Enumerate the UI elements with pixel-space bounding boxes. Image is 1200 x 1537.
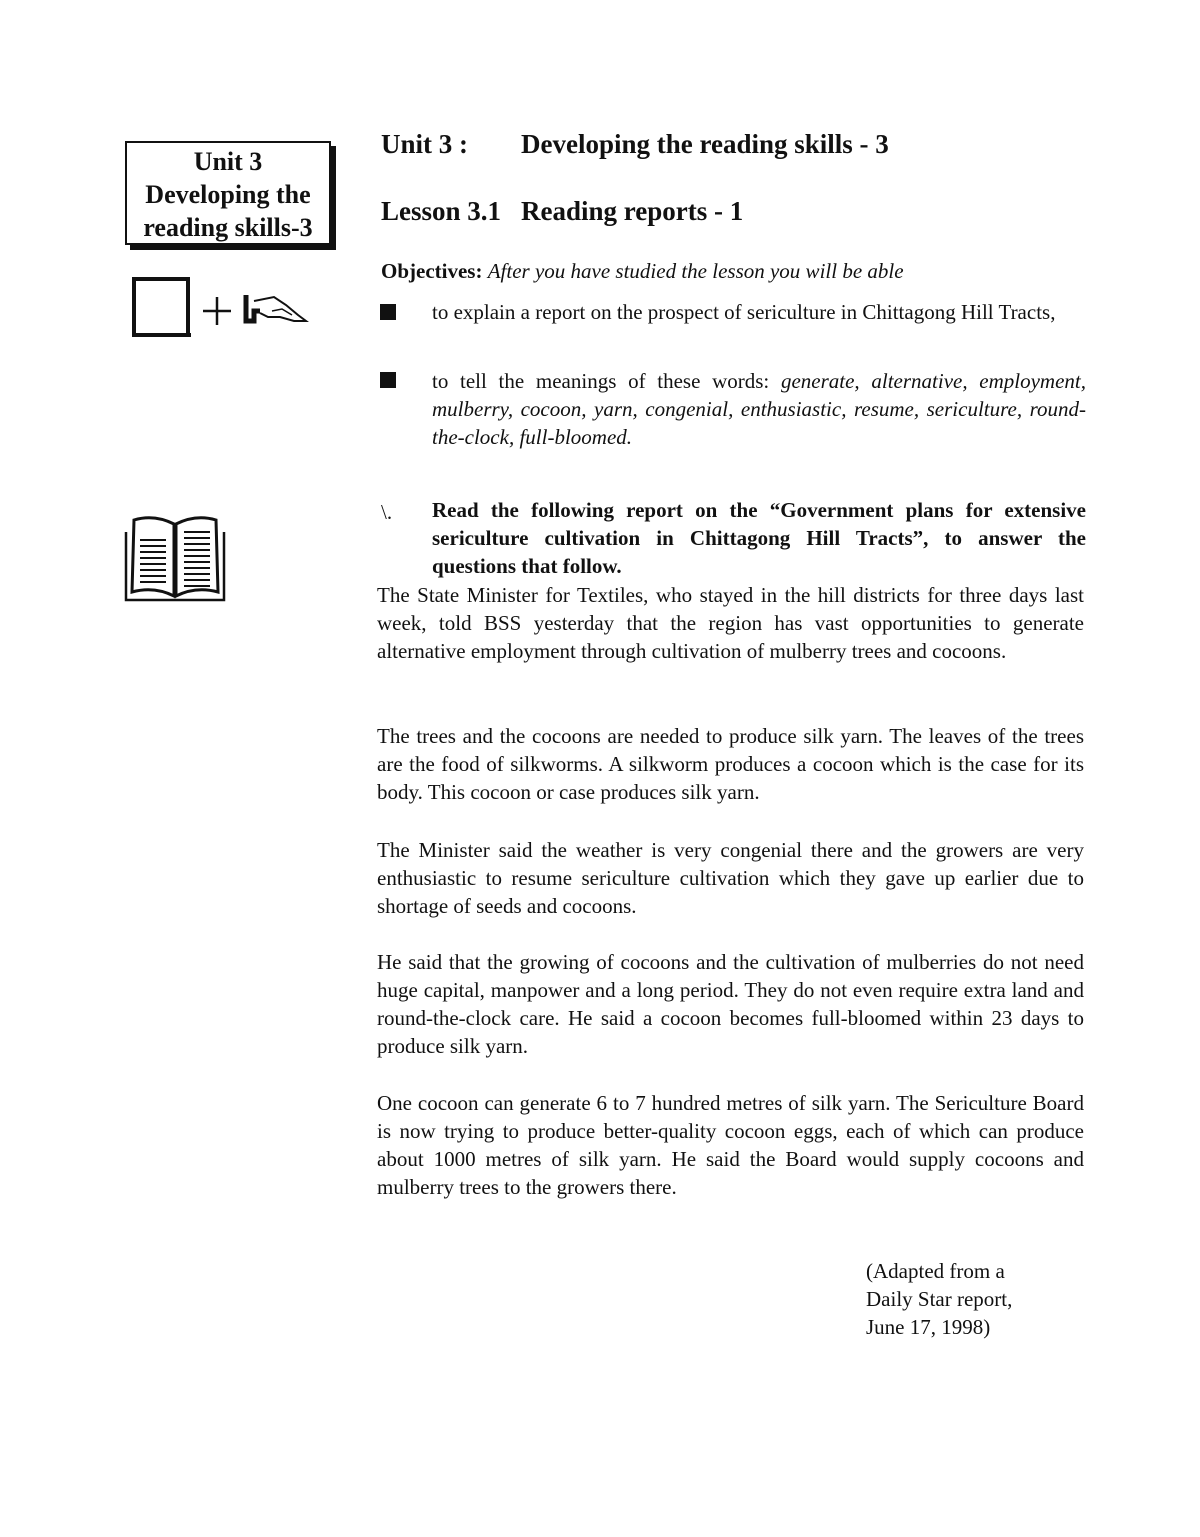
- unit-label-box: [125, 141, 331, 245]
- unit-box-line-3: reading skills-3: [143, 213, 313, 242]
- unit-heading-label: Unit 3 :: [381, 129, 468, 159]
- lesson-heading-label: Lesson 3.1: [381, 196, 502, 226]
- report-paragraph-1: The State Minister for Textiles, who stayed in the hill districts for three days last week, told BSS yesterday that the region has vast opportunities to generate alternative employment through cultivation of mulberry trees and cocoons.: [377, 583, 1084, 663]
- objective-item-2-words: generate, alternative, employment, mulberry, cocoon, yarn, congenial, enthusiastic, resume, sericulture, round-the-clock, full-bloomed.: [432, 369, 1086, 449]
- report-paragraph-5: One cocoon can generate 6 to 7 hundred metres of silk yarn. The Sericulture Board is now trying to produce better-quality cocoon eggs, each of which can produce about 1000 metres of silk yarn. He said the Board would supply cocoons and mulberry trees to the growers there.: [377, 1091, 1084, 1199]
- report-paragraph-3: The Minister said the weather is very congenial there and the growers are very enthusiastic to resume sericulture cultivation which they gave up earlier due to shortage of seeds and cocoons.: [377, 838, 1084, 918]
- objective-item-2-prefix: to tell the meanings of these words:: [432, 369, 781, 393]
- activity-instruction: Read the following report on the “Government plans for extensive sericulture cultivation in Chittagong Hill Tracts”, to answer the questions that follow.: [432, 498, 1086, 578]
- activity-marker: \.: [381, 500, 393, 524]
- objective-item-1: to explain a report on the prospect of sericulture in Chittagong Hill Tracts,: [432, 300, 1056, 324]
- objectives-label: Objectives:: [381, 259, 483, 283]
- source-line-2: Daily Star report,: [866, 1287, 1013, 1311]
- source-line-1: (Adapted from a: [866, 1259, 1005, 1283]
- lesson-heading-title: Reading reports - 1: [521, 196, 744, 226]
- unit-box-line-1: Unit 3: [193, 147, 263, 176]
- unit-box-line-2: Developing the: [145, 180, 311, 209]
- unit-heading: [381, 126, 889, 162]
- study-notes-icon: [132, 275, 312, 339]
- report-paragraph-4: He said that the growing of cocoons and the cultivation of mulberries do not need huge capital, manpower and a long period. They do not even require extra land and round-the-clock care. He said a cocoon becomes full-bloomed within 23 days to produce silk yarn.: [377, 950, 1084, 1058]
- lesson-heading: [381, 193, 744, 229]
- source-line-3: June 17, 1998): [866, 1315, 991, 1339]
- objectives-intro-text: After you have studied the lesson you will be able: [487, 259, 904, 283]
- unit-heading-title: Developing the reading skills - 3: [521, 129, 889, 159]
- bullet-square-icon: [380, 372, 396, 388]
- bullet-square-icon: [380, 304, 396, 320]
- objectives-intro: [381, 257, 904, 285]
- report-paragraph-2: The trees and the cocoons are needed to produce silk yarn. The leaves of the trees are the food of silkworms. A silkworm produces a cocoon which is the case for its body. This cocoon or case produces silk yarn.: [377, 724, 1084, 804]
- open-book-icon: [124, 510, 226, 602]
- objective-item-2: [432, 367, 1086, 451]
- source-citation: [866, 1257, 1012, 1341]
